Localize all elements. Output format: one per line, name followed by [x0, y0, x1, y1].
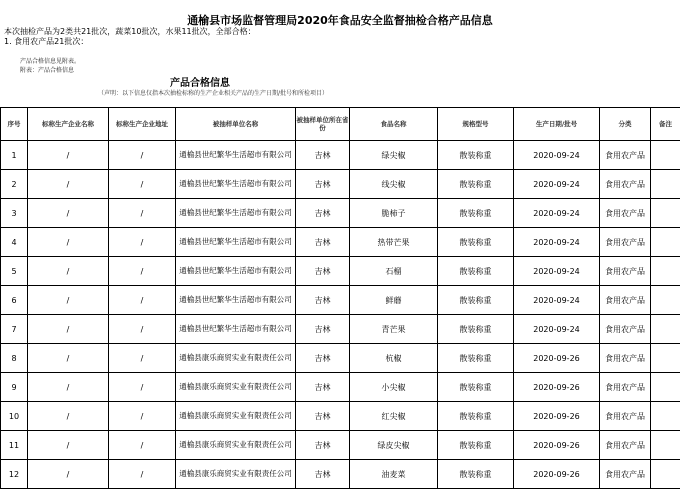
- cell-producer-addr: /: [109, 315, 176, 344]
- cell-sampled-unit: 通榆县世纪繁华生活超市有限公司: [176, 286, 296, 315]
- table-header-row: [1, 108, 680, 141]
- cell-producer-addr: /: [109, 257, 176, 286]
- cell-food-name: 小尖椒: [350, 373, 438, 402]
- cell-remark: [651, 257, 680, 286]
- table-row: [1, 228, 680, 257]
- cell-producer-name: /: [28, 286, 109, 315]
- summary-line: 本次抽检产品为2类共21批次，蔬菜10批次，水果11批次，全部合格：: [4, 27, 256, 36]
- cell-producer-addr: /: [109, 460, 176, 489]
- intro-text: [4, 27, 256, 47]
- cell-spec: 散装称重: [438, 286, 514, 315]
- cell-producer-addr: /: [109, 170, 176, 199]
- cell-no: 6: [1, 286, 28, 315]
- cell-province: 吉林: [296, 170, 350, 199]
- table-row: [1, 257, 680, 286]
- cell-category: 食用农产品: [600, 199, 651, 228]
- cell-date: 2020-09-24: [514, 141, 600, 170]
- cell-producer-addr: /: [109, 141, 176, 170]
- disclaimer: （声明：以下信息仅指本次抽检标称的生产企业相关产品的生产日期/批号和所检项目）: [98, 90, 329, 97]
- cell-category: 食用农产品: [600, 373, 651, 402]
- cell-category: 食用农产品: [600, 170, 651, 199]
- cell-remark: [651, 373, 680, 402]
- cell-remark: [651, 460, 680, 489]
- cell-spec: 散装称重: [438, 460, 514, 489]
- note-line-2: 附表：产品合格信息: [20, 67, 75, 74]
- cell-category: 食用农产品: [600, 460, 651, 489]
- cell-producer-name: /: [28, 460, 109, 489]
- cell-producer-addr: /: [109, 373, 176, 402]
- cell-province: 吉林: [296, 460, 350, 489]
- cell-date: 2020-09-26: [514, 431, 600, 460]
- cell-food-name: 鲜蘑: [350, 286, 438, 315]
- table-row: [1, 141, 680, 170]
- cell-category: 食用农产品: [600, 257, 651, 286]
- table-row: [1, 460, 680, 489]
- cell-province: 吉林: [296, 315, 350, 344]
- cell-date: 2020-09-24: [514, 315, 600, 344]
- cell-spec: 散装称重: [438, 257, 514, 286]
- table-body: [1, 141, 680, 489]
- cell-province: 吉林: [296, 286, 350, 315]
- cell-no: 3: [1, 199, 28, 228]
- cell-remark: [651, 402, 680, 431]
- header-producer-name: 标称生产企业名称: [28, 108, 109, 141]
- table-row: [1, 286, 680, 315]
- cell-producer-addr: /: [109, 228, 176, 257]
- header-no: 序号: [1, 108, 28, 141]
- cell-no: 10: [1, 402, 28, 431]
- cell-no: 9: [1, 373, 28, 402]
- cell-food-name: 红尖椒: [350, 402, 438, 431]
- cell-spec: 散装称重: [438, 141, 514, 170]
- cell-date: 2020-09-24: [514, 257, 600, 286]
- cell-sampled-unit: 通榆县康乐商贸实业有限责任公司: [176, 431, 296, 460]
- cell-category: 食用农产品: [600, 315, 651, 344]
- cell-producer-name: /: [28, 257, 109, 286]
- section-title: 产品合格信息: [170, 78, 230, 89]
- cell-category: 食用农产品: [600, 141, 651, 170]
- cell-sampled-unit: 通榆县康乐商贸实业有限责任公司: [176, 460, 296, 489]
- cell-category: 食用农产品: [600, 228, 651, 257]
- document-title: 通榆县市场监督管理局2020年食品安全监督抽检合格产品信息: [187, 14, 493, 27]
- cell-spec: 散装称重: [438, 431, 514, 460]
- cell-spec: 散装称重: [438, 402, 514, 431]
- cell-date: 2020-09-26: [514, 460, 600, 489]
- cell-producer-name: /: [28, 373, 109, 402]
- cell-date: 2020-09-24: [514, 199, 600, 228]
- cell-remark: [651, 344, 680, 373]
- header-date: 生产日期/批号: [514, 108, 600, 141]
- cell-date: 2020-09-26: [514, 402, 600, 431]
- cell-province: 吉林: [296, 228, 350, 257]
- cell-producer-name: /: [28, 228, 109, 257]
- cell-food-name: 石榴: [350, 257, 438, 286]
- cell-no: 7: [1, 315, 28, 344]
- cell-food-name: 脆柿子: [350, 199, 438, 228]
- cell-category: 食用农产品: [600, 286, 651, 315]
- header-sampled-unit: 被抽样单位名称: [176, 108, 296, 141]
- cell-no: 4: [1, 228, 28, 257]
- cell-sampled-unit: 通榆县世纪繁华生活超市有限公司: [176, 315, 296, 344]
- cell-food-name: 杭椒: [350, 344, 438, 373]
- header-producer-addr: 标称生产企业地址: [109, 108, 176, 141]
- cell-food-name: 绿尖椒: [350, 141, 438, 170]
- cell-province: 吉林: [296, 431, 350, 460]
- cell-food-name: 油麦菜: [350, 460, 438, 489]
- cell-province: 吉林: [296, 373, 350, 402]
- table-row: [1, 402, 680, 431]
- cell-category: 食用农产品: [600, 402, 651, 431]
- cell-spec: 散装称重: [438, 228, 514, 257]
- header-category: 分类: [600, 108, 651, 141]
- notes: [20, 57, 80, 75]
- cell-sampled-unit: 通榆县康乐商贸实业有限责任公司: [176, 402, 296, 431]
- cell-date: 2020-09-24: [514, 286, 600, 315]
- cell-producer-addr: /: [109, 199, 176, 228]
- cell-sampled-unit: 通榆县世纪繁华生活超市有限公司: [176, 199, 296, 228]
- cell-sampled-unit: 通榆县世纪繁华生活超市有限公司: [176, 228, 296, 257]
- cell-producer-name: /: [28, 199, 109, 228]
- cell-producer-name: /: [28, 170, 109, 199]
- cell-producer-name: /: [28, 141, 109, 170]
- table-row: [1, 344, 680, 373]
- cell-no: 12: [1, 460, 28, 489]
- cell-no: 11: [1, 431, 28, 460]
- cell-sampled-unit: 通榆县世纪繁华生活超市有限公司: [176, 141, 296, 170]
- table-row: [1, 199, 680, 228]
- product-table: [0, 107, 680, 489]
- cell-sampled-unit: 通榆县康乐商贸实业有限责任公司: [176, 373, 296, 402]
- table-row: [1, 315, 680, 344]
- cell-producer-addr: /: [109, 431, 176, 460]
- cell-category: 食用农产品: [600, 344, 651, 373]
- cell-sampled-unit: 通榆县世纪繁华生活超市有限公司: [176, 257, 296, 286]
- cell-date: 2020-09-26: [514, 373, 600, 402]
- cell-date: 2020-09-24: [514, 170, 600, 199]
- cell-producer-name: /: [28, 402, 109, 431]
- cell-food-name: 热带芒果: [350, 228, 438, 257]
- cell-producer-addr: /: [109, 286, 176, 315]
- header-spec: 规格型号: [438, 108, 514, 141]
- cell-no: 1: [1, 141, 28, 170]
- table-row: [1, 373, 680, 402]
- cell-sampled-unit: 通榆县康乐商贸实业有限责任公司: [176, 344, 296, 373]
- category-line: 1. 食用农产品21批次：: [4, 37, 89, 46]
- cell-category: 食用农产品: [600, 431, 651, 460]
- cell-spec: 散装称重: [438, 344, 514, 373]
- cell-remark: [651, 315, 680, 344]
- cell-province: 吉林: [296, 257, 350, 286]
- cell-producer-name: /: [28, 431, 109, 460]
- cell-province: 吉林: [296, 402, 350, 431]
- cell-remark: [651, 141, 680, 170]
- cell-remark: [651, 199, 680, 228]
- table-row: [1, 170, 680, 199]
- cell-remark: [651, 228, 680, 257]
- header-sampled-province: 被抽样单位所在省份: [296, 108, 350, 141]
- cell-province: 吉林: [296, 199, 350, 228]
- cell-food-name: 线尖椒: [350, 170, 438, 199]
- cell-spec: 散装称重: [438, 199, 514, 228]
- cell-food-name: 绿皮尖椒: [350, 431, 438, 460]
- cell-spec: 散装称重: [438, 170, 514, 199]
- cell-spec: 散装称重: [438, 373, 514, 402]
- cell-date: 2020-09-26: [514, 344, 600, 373]
- cell-no: 5: [1, 257, 28, 286]
- cell-remark: [651, 431, 680, 460]
- table-row: [1, 431, 680, 460]
- cell-remark: [651, 170, 680, 199]
- cell-province: 吉林: [296, 141, 350, 170]
- header-remark: 备注: [651, 108, 680, 141]
- cell-producer-addr: /: [109, 344, 176, 373]
- header-food-name: 食品名称: [350, 108, 438, 141]
- cell-date: 2020-09-24: [514, 228, 600, 257]
- cell-food-name: 青芒果: [350, 315, 438, 344]
- cell-producer-name: /: [28, 315, 109, 344]
- cell-producer-name: /: [28, 344, 109, 373]
- cell-remark: [651, 286, 680, 315]
- note-line-1: 产品合格信息见附表。: [20, 58, 81, 65]
- cell-no: 2: [1, 170, 28, 199]
- cell-producer-addr: /: [109, 402, 176, 431]
- cell-sampled-unit: 通榆县世纪繁华生活超市有限公司: [176, 170, 296, 199]
- cell-spec: 散装称重: [438, 315, 514, 344]
- cell-no: 8: [1, 344, 28, 373]
- cell-province: 吉林: [296, 344, 350, 373]
